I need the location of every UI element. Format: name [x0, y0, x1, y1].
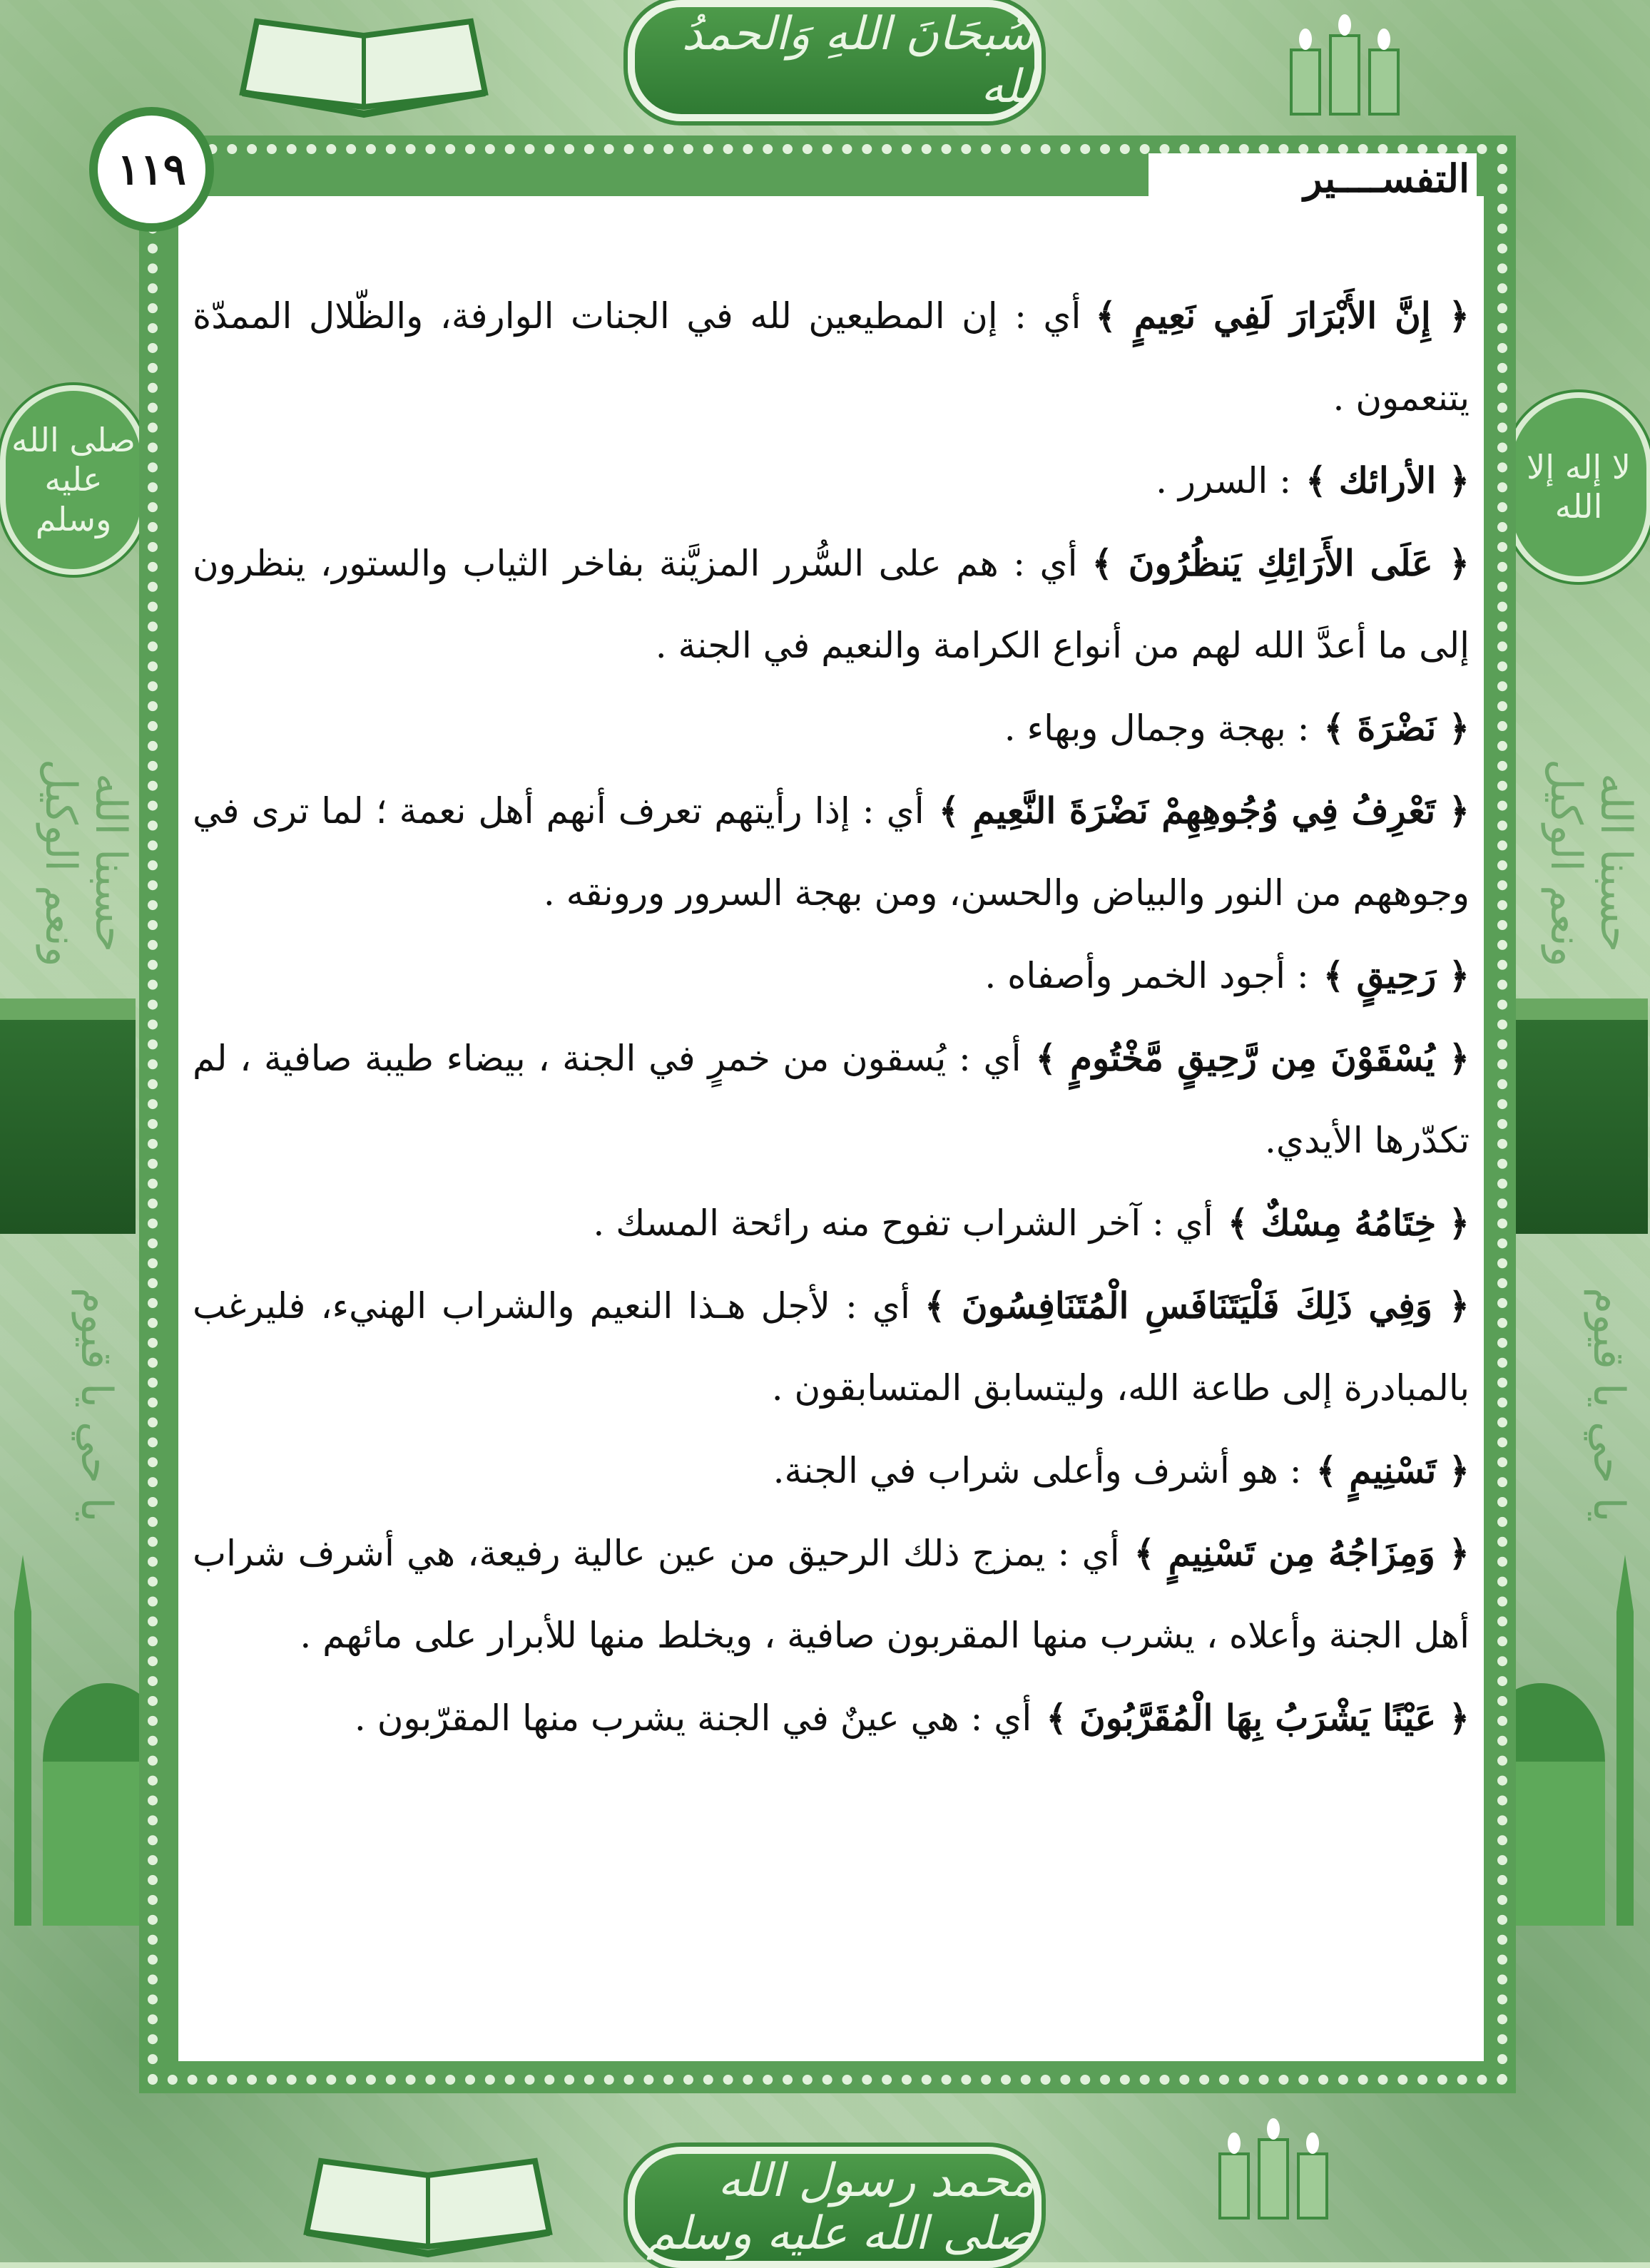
top-banner-text: سُبحَانَ اللهِ وَالحمدُ لله [681, 8, 1034, 113]
tafsir-entry [193, 1512, 1470, 1677]
side-medallion-right: لا إله إلا الله [1505, 392, 1650, 582]
calligraphy-left-upper: حسبنا الله ونعم الوكيل [36, 759, 136, 967]
tafsir-entry [193, 687, 1470, 770]
tafsir-entry [193, 1677, 1470, 1759]
verse-explanation: أي : هم على السُّرر المزيَّنة بفاخر الثياب والستور، ينظرون إلى ما أعدَّ الله لهم من أنواع الكرامة والنعيم في الجنة . [193, 543, 1470, 666]
open-book-icon [300, 2147, 556, 2261]
tafsir-entry [193, 1182, 1470, 1265]
bottom-banner-text: محمد رسول الله صلى الله عليه وسلم [646, 2155, 1034, 2260]
verse-quote: ﴿ رَحِيقٍ ﴾ [1323, 954, 1470, 996]
mosque-icon [0, 1526, 157, 1926]
verse-quote: ﴿ تَعْرِفُ فِي وُجُوهِهِمْ نَضْرَةَ النَّعِيمِ ﴾ [939, 790, 1470, 832]
verse-explanation: أي : إن المطيعين لله في الجنات الوارفة، والظّلال الممدّة يتنعمون . [193, 295, 1470, 419]
verse-explanation: : السرر . [1156, 460, 1292, 501]
verse-quote: ﴿ الأرائك ﴾ [1305, 459, 1470, 501]
tafsir-entry [193, 1017, 1470, 1182]
verse-quote: ﴿ عَلَى الأَرَائِكِ يَنظُرُونَ ﴾ [1092, 542, 1470, 584]
verse-quote: ﴿ وَمِزَاجُهُ مِن تَسْنِيمٍ ﴾ [1134, 1532, 1470, 1574]
kaaba-image-left [0, 998, 136, 1234]
verse-explanation: : أجود الخمر وأصفاه . [984, 955, 1309, 996]
kaaba-image-right [1512, 998, 1648, 1234]
verse-explanation: أي : لأجل هـذا النعيم والشراب الهنيء، فليرغب بالمبادرة إلى طاعة الله، وليتسابق المتسابقون . [193, 1285, 1470, 1409]
candles-icon [1206, 2111, 1341, 2225]
verse-quote: ﴿ تَسْنِيمٍ ﴾ [1316, 1449, 1470, 1491]
tafsir-entry [193, 1265, 1470, 1429]
verse-quote: ﴿ خِتَامُهُ مِسْكٌ ﴾ [1228, 1202, 1470, 1244]
verse-explanation: : بهجة وجمال وبهاء . [1004, 708, 1310, 749]
calligraphy-left-lower: يا حي يا قيوم [71, 1287, 121, 1523]
verse-quote: ﴿ وَفِي ذَلِكَ فَلْيَتَنَافَسِ الْمُتَنَافِسُونَ ﴾ [925, 1284, 1470, 1327]
verse-explanation: : هو أشرف وأعلى شراب في الجنة. [773, 1450, 1302, 1491]
tafsir-entry [193, 934, 1470, 1017]
tafsir-entry [193, 522, 1470, 687]
verse-quote: ﴿ إِنَّ الأَبْرَارَ لَفِي نَعِيمٍ ﴾ [1095, 295, 1470, 337]
tafsir-entry [193, 1429, 1470, 1512]
tafsir-entry [193, 770, 1470, 934]
tafsir-content [178, 275, 1484, 2029]
page-number: ١١٩ [89, 107, 214, 232]
tafsir-entry [193, 275, 1470, 439]
verse-explanation: أي : آخر الشراب تفوح منه رائحة المسك . [593, 1202, 1213, 1244]
section-title: التفســــير [1149, 153, 1477, 203]
tafsir-entry [193, 439, 1470, 522]
verse-explanation: أي : يُسقون من خمرٍ في الجنة ، بيضاء طيبة صافية ، لم تكدّرها الأيدي. [193, 1038, 1470, 1161]
verse-quote: ﴿ عَيْنًا يَشْرَبُ بِهَا الْمُقَرَّبُونَ ﴾ [1046, 1697, 1470, 1739]
verse-quote: ﴿ نَضْرَةَ ﴾ [1324, 707, 1470, 749]
top-banner [628, 0, 1042, 121]
bottom-banner [628, 2147, 1042, 2268]
verse-explanation: أي : هي عينٌ في الجنة يشرب منها المقرّبون . [354, 1697, 1032, 1739]
open-book-icon [235, 7, 492, 121]
calligraphy-right-upper: حسبنا الله ونعم الوكيل [1541, 759, 1641, 967]
verse-explanation: أي : إذا رأيتهم تعرف أنهم أهل نعمة ؛ لما ترى في وجوههم من النور والبياض والحسن، ومن بهجة السرور ورونقه . [193, 790, 1470, 914]
verse-explanation: أي : يمزج ذلك الرحيق من عين عالية رفيعة، هي أشرف شراب أهل الجنة وأعلاه ، يشرب منها المقربون صافية ، ويخلط منها للأبرار على مائهم . [193, 1533, 1470, 1656]
verse-quote: ﴿ يُسْقَوْنَ مِن رَّحِيقٍ مَّخْتُومٍ ﴾ [1036, 1037, 1470, 1079]
calligraphy-right-lower: يا حي يا قيوم [1584, 1287, 1634, 1523]
side-medallion-left: صلى الله عليه وسلم [0, 385, 147, 575]
candles-icon [1277, 7, 1412, 121]
